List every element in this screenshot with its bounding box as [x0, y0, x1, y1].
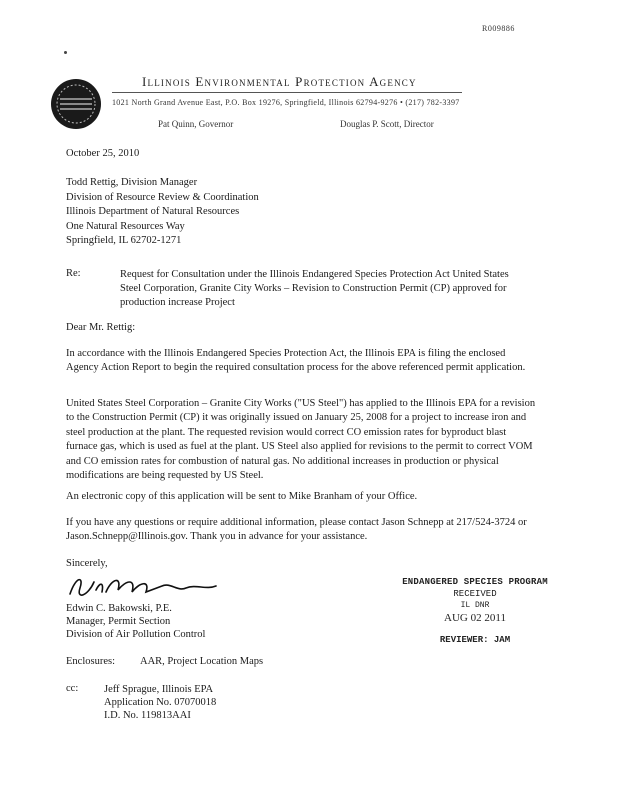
- body-paragraph: If you have any questions or require additional information, please contact Jason Schnepp at 217/524-3724 or Jason.Schnepp@Illinois.gov. Thank you in advance for your assistance.: [66, 517, 527, 543]
- director-name: Douglas P. Scott, Director: [340, 119, 434, 129]
- signature-image: [66, 572, 236, 600]
- body-paragraph: United States Steel Corporation – Granite City Works ("US Steel") has applied to the Illinois EPA for a revision to the Construction Permit (CP) it was originally issued on January 25, 2008 for a project to increase iron and steel production at the plant. The requested revision would correct CO emission rates for byproduct blast furnace gas, which is used as fuel at the plant. US Steel also applied for revisions to the permit to correct VOM and CO emission rates for combustion of natural gas. No additional increases in production or physical modifications are being requested by US Steel.: [66, 398, 536, 482]
- addressee-line: Illinois Department of Natural Resources: [66, 206, 240, 217]
- stamp-date: AUG 02 2011: [444, 612, 506, 624]
- signer-title: Manager, Permit Section: [66, 616, 171, 627]
- stamp-received: RECEIVED: [453, 589, 497, 599]
- enclosure-label: Enclosures:: [66, 656, 115, 667]
- enclosure-text: AAR, Project Location Maps: [140, 656, 264, 667]
- letter-date: October 25, 2010: [66, 148, 140, 159]
- salutation: Dear Mr. Rettig:: [66, 322, 136, 333]
- stamp-reviewer: REVIEWER: JAM: [439, 635, 511, 645]
- governor-name: Pat Quinn, Governor: [158, 119, 234, 129]
- cc-line: I.D. No. 119813AAI: [104, 710, 191, 721]
- agency-address: 1021 North Grand Avenue East, P.O. Box 19276, Springfield, Illinois 62794-9276 • (217) 782-3397: [112, 98, 460, 107]
- body-paragraph: An electronic copy of this application will be sent to Mike Branham of your Office.: [66, 491, 418, 502]
- stamp-agency: IL DNR: [460, 601, 490, 610]
- letterhead-rule: [112, 92, 462, 93]
- signer-division: Division of Air Pollution Control: [66, 629, 206, 640]
- scan-speck: [64, 51, 67, 54]
- re-label: Re:: [66, 268, 81, 279]
- received-stamp: [400, 576, 550, 646]
- cc-line: Application No. 07070018: [104, 697, 217, 708]
- stamp-program: ENDANGERED SPECIES PROGRAM: [402, 577, 548, 587]
- addressee-line: Springfield, IL 62702-1271: [66, 235, 182, 246]
- addressee-block: [66, 176, 346, 249]
- agency-name: Illinois Environmental Protection Agency: [142, 74, 417, 89]
- signer-block: [66, 602, 205, 641]
- cc-label: cc:: [66, 683, 79, 694]
- re-subject: Request for Consultation under the Illinois Endangered Species Protection Act United States Steel Corporation, Granite City Works – Revision to Construction Permit (CP) approved for production increase Project: [120, 269, 509, 308]
- addressee-line: Division of Resource Review & Coordination: [66, 191, 259, 203]
- addressee-line: Todd Rettig, Division Manager: [66, 177, 198, 188]
- bates-number: R009886: [482, 24, 515, 33]
- body-paragraph: In accordance with the Illinois Endangered Species Protection Act, the Illinois EPA is filing the enclosed Agency Action Report to begin the required consultation process for the above referenced permit application.: [66, 348, 526, 374]
- agency-seal-icon: [50, 78, 102, 130]
- closing: Sincerely,: [66, 558, 108, 569]
- cc-line: Jeff Sprague, Illinois EPA: [104, 684, 214, 695]
- signer-name: Edwin C. Bakowski, P.E.: [66, 603, 172, 614]
- addressee-line: One Natural Resources Way: [66, 220, 185, 232]
- cc-list: [104, 683, 216, 722]
